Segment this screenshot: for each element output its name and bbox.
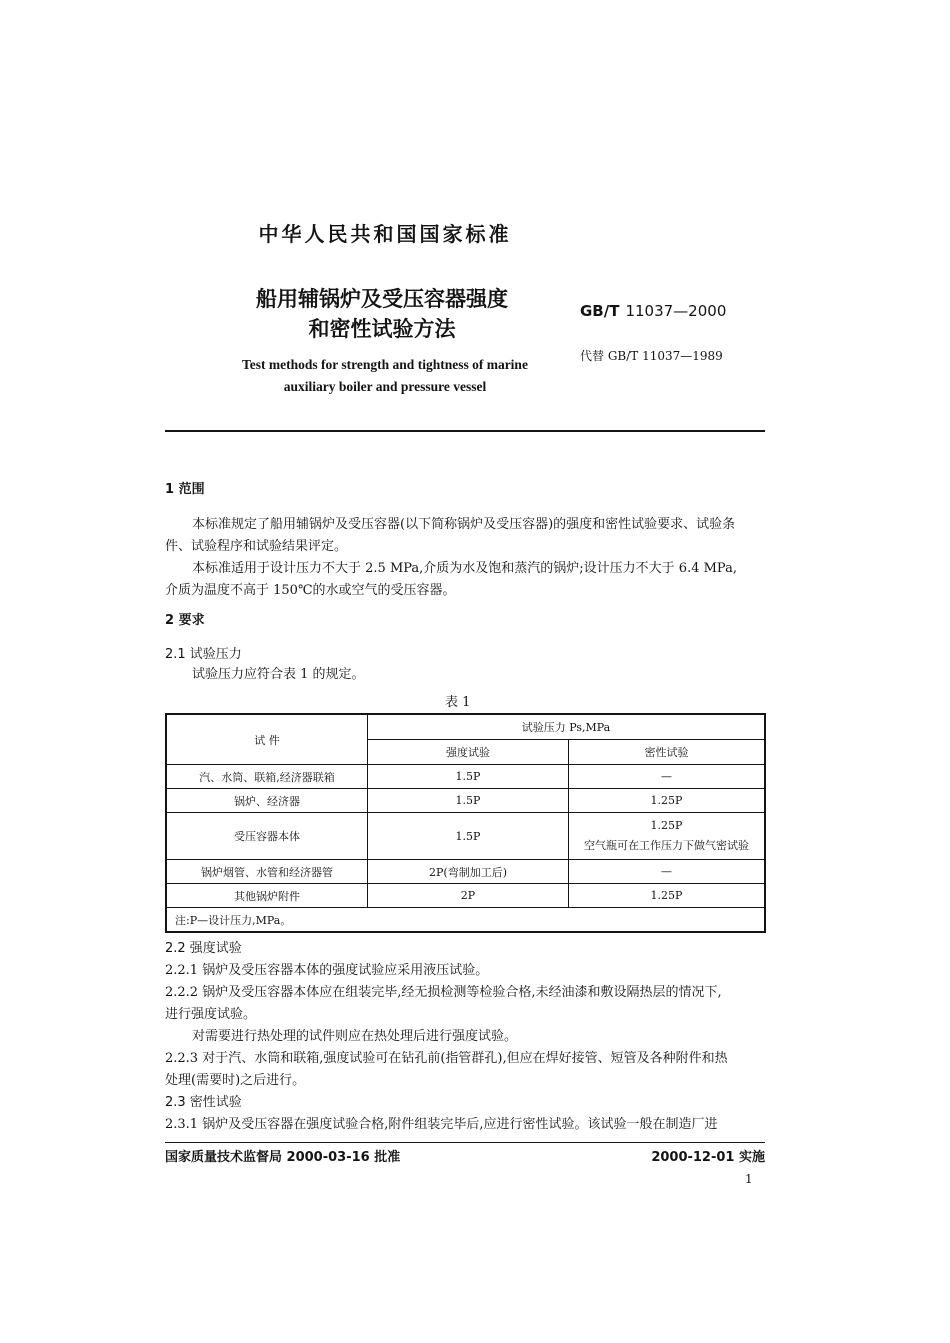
table-cell-strength: 2P	[368, 884, 569, 908]
section-1-para1-line2: 件、试验程序和试验结果评定。	[165, 539, 348, 554]
test-pressure-table	[165, 713, 766, 933]
approval-line: 国家质量技术监督局 2000-03-16 批准	[165, 1150, 401, 1165]
section-2-3-1: 2.3.1 锅炉及受压容器在强度试验合格,附件组装完毕后,应进行密性试验。该试验一般在制造厂进	[165, 1117, 718, 1132]
standard-prefix: GB/T	[580, 302, 620, 320]
title-en-line1: Test methods for strength and tightness of marine	[242, 357, 528, 372]
section-2-2-title: 2.2 强度试验	[165, 941, 242, 956]
standard-code: 11037—2000	[625, 302, 727, 320]
table-cell-strength: 1.5P	[368, 765, 569, 789]
title-cn-line1: 船用辅锅炉及受压容器强度	[256, 287, 508, 311]
table-header-tightness: 密性试验	[569, 740, 765, 765]
section-2-1-title: 2.1 试验压力	[165, 647, 242, 662]
table-header-strength: 强度试验	[368, 740, 569, 765]
table-header-group: 试验压力 Ps,MPa	[368, 715, 765, 740]
table-cell-tightness	[569, 813, 765, 860]
table-cell-tightness: —	[569, 765, 765, 789]
section-1-para1-line1: 本标准规定了船用辅锅炉及受压容器(以下简称锅炉及受压容器)的强度和密性试验要求、试验条	[192, 517, 736, 532]
section-2-2-2-line2: 进行强度试验。	[165, 1007, 257, 1022]
section-2-3-title: 2.3 密性试验	[165, 1095, 242, 1110]
table-cell-item: 受压容器本体	[167, 813, 368, 860]
replaces-standard: 代替 GB/T 11037—1989	[580, 349, 723, 363]
table-cell-item: 锅炉、经济器	[167, 789, 368, 813]
table-row	[167, 860, 765, 884]
section-2-2-3-line2: 处理(需要时)之后进行。	[165, 1073, 306, 1088]
table-row	[167, 884, 765, 908]
table-cell-strength: 1.5P	[368, 813, 569, 860]
table-cell-tightness-note: 空气瓶可在工作压力下做气密试验	[584, 839, 749, 852]
section-2-2-2-line3: 对需要进行热处理的试件则应在热处理后进行强度试验。	[192, 1029, 518, 1044]
table-cell-item: 锅炉烟管、水管和经济器管	[167, 860, 368, 884]
table-note: 注:P—设计压力,MPa。	[167, 908, 765, 932]
title-en-line2: auxiliary boiler and pressure vessel	[283, 379, 487, 394]
table-cell-tightness: 1.25P	[569, 884, 765, 908]
table-cell-tightness-value: 1.25P	[650, 819, 683, 832]
title-cn-line2: 和密性试验方法	[308, 317, 456, 341]
section-1-title: 1 范围	[165, 482, 205, 497]
section-2-2-2-line1: 2.2.2 锅炉及受压容器本体应在组装完毕,经无损检测等检验合格,未经油漆和敷设隔热层的情况下,	[165, 985, 722, 1000]
page-number: 1	[745, 1172, 753, 1186]
table-cell-item: 其他锅炉附件	[167, 884, 368, 908]
header-divider	[165, 430, 765, 432]
national-standard-heading: 中华人民共和国国家标准	[258, 222, 512, 246]
implementation-date: 2000-12-01 实施	[651, 1150, 765, 1165]
footer-divider	[165, 1142, 765, 1143]
table-row	[167, 789, 765, 813]
table-caption: 表 1	[445, 695, 471, 710]
table-row	[167, 813, 765, 860]
table-cell-strength: 1.5P	[368, 789, 569, 813]
section-1-para2-line2: 介质为温度不高于 150℃的水或空气的受压容器。	[165, 583, 456, 598]
table-cell-strength: 2P(弯制加工后)	[368, 860, 569, 884]
section-2-title: 2 要求	[165, 613, 205, 628]
table-cell-item: 汽、水筒、联箱,经济器联箱	[167, 765, 368, 789]
section-1-para2-line1: 本标准适用于设计压力不大于 2.5 MPa,介质为水及饱和蒸汽的锅炉;设计压力不大于 6.4 MPa,	[192, 561, 737, 576]
section-2-2-3-line1: 2.2.3 对于汽、水筒和联箱,强度试验可在钻孔前(指管群孔),但应在焊好接管、短管及各种附件和热	[165, 1051, 728, 1066]
section-2-2-1: 2.2.1 锅炉及受压容器本体的强度试验应采用液压试验。	[165, 963, 489, 978]
table-row	[167, 765, 765, 789]
table-cell-tightness: 1.25P	[569, 789, 765, 813]
section-2-1-text: 试验压力应符合表 1 的规定。	[192, 667, 365, 682]
table-cell-tightness: —	[569, 860, 765, 884]
table-header-item: 试 件	[167, 715, 368, 765]
standard-number	[580, 302, 726, 320]
